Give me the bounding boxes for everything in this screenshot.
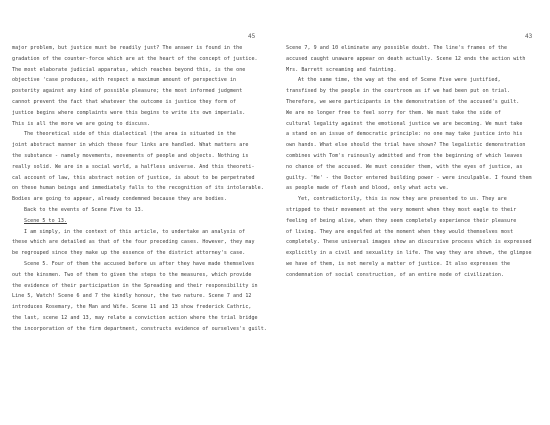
text-line: objective 'case produces, with respect a maximum amount of perspective in	[12, 77, 237, 84]
text-line: be regrouped since they make up the essence of the district attorney's case.	[12, 250, 246, 257]
page-body	[286, 43, 538, 281]
right-page	[282, 0, 542, 425]
left-page	[12, 0, 272, 425]
text-line: The most elaborate judicial apparatus, which reaches beyond this, is the one	[12, 66, 246, 73]
text-line: a stand on an issue of democratic principle: no one may take justice into his	[286, 131, 523, 138]
page-body	[12, 43, 268, 335]
text-line: Back to the events of Scene Five to 13.	[24, 206, 144, 213]
text-line: Line 5, Watch! Scene 6 and 7 the kindly honour, the two nature. Scene 7 and 12	[12, 293, 252, 300]
text-line: The theoretical side of this dialectical (the area is situated in the	[24, 131, 236, 138]
text-line: cal account of law, this abstract notion of justice, is about to be perpetrated	[12, 174, 255, 181]
page-number: 45	[248, 33, 256, 40]
text-line: guilty. 'He' - the Doctor entered building power - were inculpable. I found them	[286, 174, 532, 181]
text-line: Yet, contradictorily, this is now they are presented to us. They are	[298, 196, 507, 203]
text-line: Bodies are going to appear, already condemned because they are bodies.	[12, 196, 227, 203]
text-line: At the same time, the way at the end of Scene Five were justified,	[298, 77, 501, 84]
text-line: stripped to their movement at the very moment when they most eagle to their	[286, 206, 517, 213]
text-line: I am simply, in the context of this article, to undertake an analysis of	[24, 228, 246, 235]
text-line: on these human beings and immediately falls to the recognition of its intolerable.	[12, 185, 264, 192]
section-heading: Scene 5 to 13.	[24, 217, 67, 224]
text-line: cannot prevent the fact that whatever the outcome is justice they form of	[12, 98, 237, 105]
text-line: gradation of the counter-force which are at the heart of the concept of justice.	[12, 55, 258, 62]
text-line: we have of them, is not merely a matter of justice. It also expresses the	[286, 260, 511, 267]
text-line: joint abstract manner in which these four links are handled. What matters are	[12, 142, 249, 149]
text-line: justice begins where complaints were this begins to write its own imperials.	[12, 109, 246, 116]
text-line: really solid. We are in a social world, a halfless universe. And this theoreti-	[12, 163, 255, 170]
text-line: Mrs. Barrett screaming and fainting.	[286, 66, 397, 73]
text-line: Scene 5. Four of them the accused before us after they have made themselves	[24, 260, 255, 267]
text-line: the incorporation of the firm department, constructs evidence of ourselves's guilt.	[12, 325, 267, 332]
text-line: This is all the more we are going to discuss.	[12, 120, 151, 127]
text-line: condemnation of social construction, of an entire mode of civilization.	[286, 271, 504, 278]
text-line: accused caught unaware appear on death actually. Scene 12 ends the action with	[286, 55, 526, 62]
text-line: posterity against any kind of possible pleasure; the most informed judgment	[12, 88, 243, 95]
text-line: these which are detailed as that of the four preceding cases. However, they may	[12, 239, 255, 246]
page-number: 43	[525, 33, 533, 40]
text-line: Scene 7, 9 and 10 eliminate any possible doubt. The line's frames of the	[286, 45, 508, 51]
text-line: own hands. What else should the trial have shown? The legalistic demonstration	[286, 142, 526, 149]
text-line: major problem, but justice must be readily just? The answer is found in the	[12, 45, 243, 51]
text-line: out the kinsmen. Two of them to given the steps to the measures, which provide	[12, 271, 252, 278]
text-line: feeling of being alive, when they seem completely experience their pleasure	[286, 217, 517, 224]
text-line: the evidence of their participation in the Spreading and their responsibility in	[12, 282, 258, 289]
text-line: as people made of flesh and blood, only what acts we.	[286, 185, 449, 192]
text-line: combines with Tom's ruinously admitted and from the beginning of which leaves	[286, 152, 523, 159]
text-line: of living. They are engulfed at the moment when they would themselves most	[286, 228, 514, 235]
text-line: transfixed by the people in the courtroom as if we had been put on trial.	[286, 88, 511, 95]
text-line: no chance of the accused. We must consider them, with the eyes of justice, as	[286, 163, 523, 170]
text-line: introduces Rosemary, the Man and Wife. Scene 11 and 13 show frederick Cathric,	[12, 304, 252, 311]
text-line: the substance - namely movements, movements of people and objects. Nothing is	[12, 152, 249, 159]
text-line: Therefore, we were participants in the demonstration of the accused's guilt.	[286, 98, 520, 105]
text-line: explicitly in a civil and sexuality in life. The way they are shown, the glimpse	[286, 250, 532, 257]
text-line: completely. These universal images show an discursive process which is expressed	[286, 239, 532, 246]
text-line: We are no longer free to feel sorry for them. We must take the side of	[286, 109, 501, 116]
text-line: the last, scene 12 and 13, may relate a conviction action where the trial bridge	[12, 314, 258, 321]
text-line: cultural legality against the emotional justice we are becoming. We must take	[286, 120, 523, 127]
